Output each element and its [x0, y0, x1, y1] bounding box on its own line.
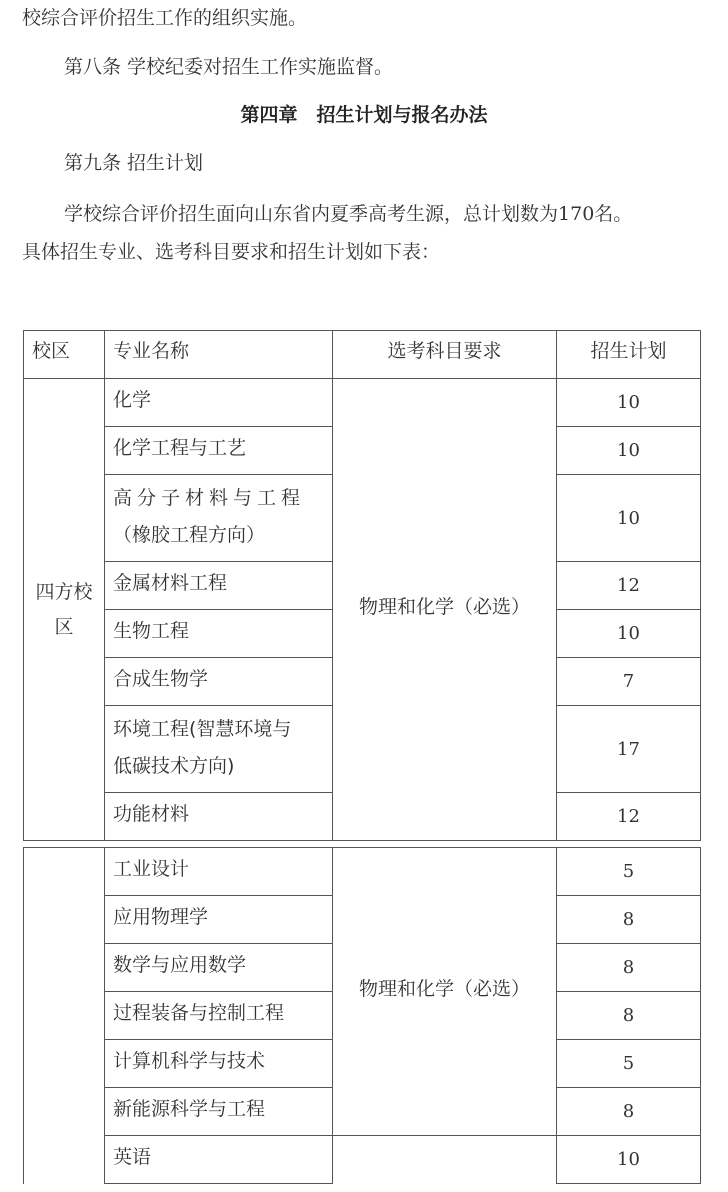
subject-req-cell-2	[333, 848, 557, 1136]
major-cell: 功能材料	[105, 793, 333, 841]
major-line-2: （橡胶工程方向）	[113, 524, 266, 546]
count-cell: 12	[557, 562, 701, 610]
major-cell: 工业设计	[105, 848, 333, 896]
total-plan-number: 170	[558, 203, 595, 225]
count-cell: 8	[557, 992, 701, 1040]
count-cell: 10	[557, 475, 701, 562]
major-cell: 过程装备与控制工程	[105, 992, 333, 1040]
major-cell: 化学	[105, 379, 333, 427]
major-cell: 金属材料工程	[105, 562, 333, 610]
major-cell: 合成生物学	[105, 658, 333, 706]
subject-req-text: 物理和化学（必选）	[358, 978, 530, 1000]
campus-name: 四方校区	[35, 580, 93, 638]
count-cell: 8	[557, 896, 701, 944]
subject-req-cell-3	[333, 1136, 557, 1184]
header-subject-req: 选考科目要求	[333, 331, 557, 379]
count-cell: 10	[557, 1136, 701, 1184]
count-cell: 12	[557, 793, 701, 841]
major-cell: 应用物理学	[105, 896, 333, 944]
article-9-paragraph-line2: 具体招生专业、选考科目要求和招生计划如下表：	[22, 241, 441, 263]
table-row	[24, 1136, 701, 1184]
major-cell: 计算机科学与技术	[105, 1040, 333, 1088]
count-cell: 8	[557, 944, 701, 992]
count-cell: 10	[557, 610, 701, 658]
count-cell: 17	[557, 706, 701, 793]
article-9-paragraph	[64, 200, 632, 228]
major-cell: 新能源科学与工程	[105, 1088, 333, 1136]
major-cell	[105, 475, 333, 562]
count-cell: 10	[557, 427, 701, 475]
subject-req-cell	[333, 379, 557, 841]
subject-req-text: 物理和化学（必选）	[358, 596, 530, 618]
header-plan: 招生计划	[557, 331, 701, 379]
major-line-2: 低碳技术方向)	[113, 755, 235, 777]
count-cell: 8	[557, 1088, 701, 1136]
major-cell: 生物工程	[105, 610, 333, 658]
article-9-text-b: 名。	[594, 203, 633, 225]
major-cell	[105, 706, 333, 793]
count-cell: 5	[557, 848, 701, 896]
enrollment-plan-table-part2	[23, 847, 701, 1184]
enrollment-plan-table	[23, 330, 701, 841]
article-9-text-a: 学校综合评价招生面向山东省内夏季高考生源，总计划数为	[64, 203, 559, 225]
major-cell: 数学与应用数学	[105, 944, 333, 992]
major-line-1: 高分子材料与工程	[113, 487, 306, 509]
major-cell: 化学工程与工艺	[105, 427, 333, 475]
table-row	[24, 379, 701, 427]
campus-cell-2	[24, 848, 105, 1184]
campus-cell	[24, 379, 105, 841]
header-major: 专业名称	[105, 331, 333, 379]
count-cell: 5	[557, 1040, 701, 1088]
paragraph-continuation: 校综合评价招生工作的组织实施。	[22, 7, 308, 29]
major-line-1: 环境工程(智慧环境与	[113, 718, 292, 740]
count-cell: 10	[557, 379, 701, 427]
header-campus: 校区	[24, 331, 105, 379]
table-row	[24, 848, 701, 896]
chapter-title: 第四章 招生计划与报名办法	[240, 104, 488, 126]
article-9-heading: 第九条 招生计划	[64, 152, 204, 174]
table-header-row	[24, 331, 701, 379]
article-8: 第八条 学校纪委对招生工作实施监督。	[64, 56, 394, 78]
count-cell: 7	[557, 658, 701, 706]
major-cell: 英语	[105, 1136, 333, 1184]
